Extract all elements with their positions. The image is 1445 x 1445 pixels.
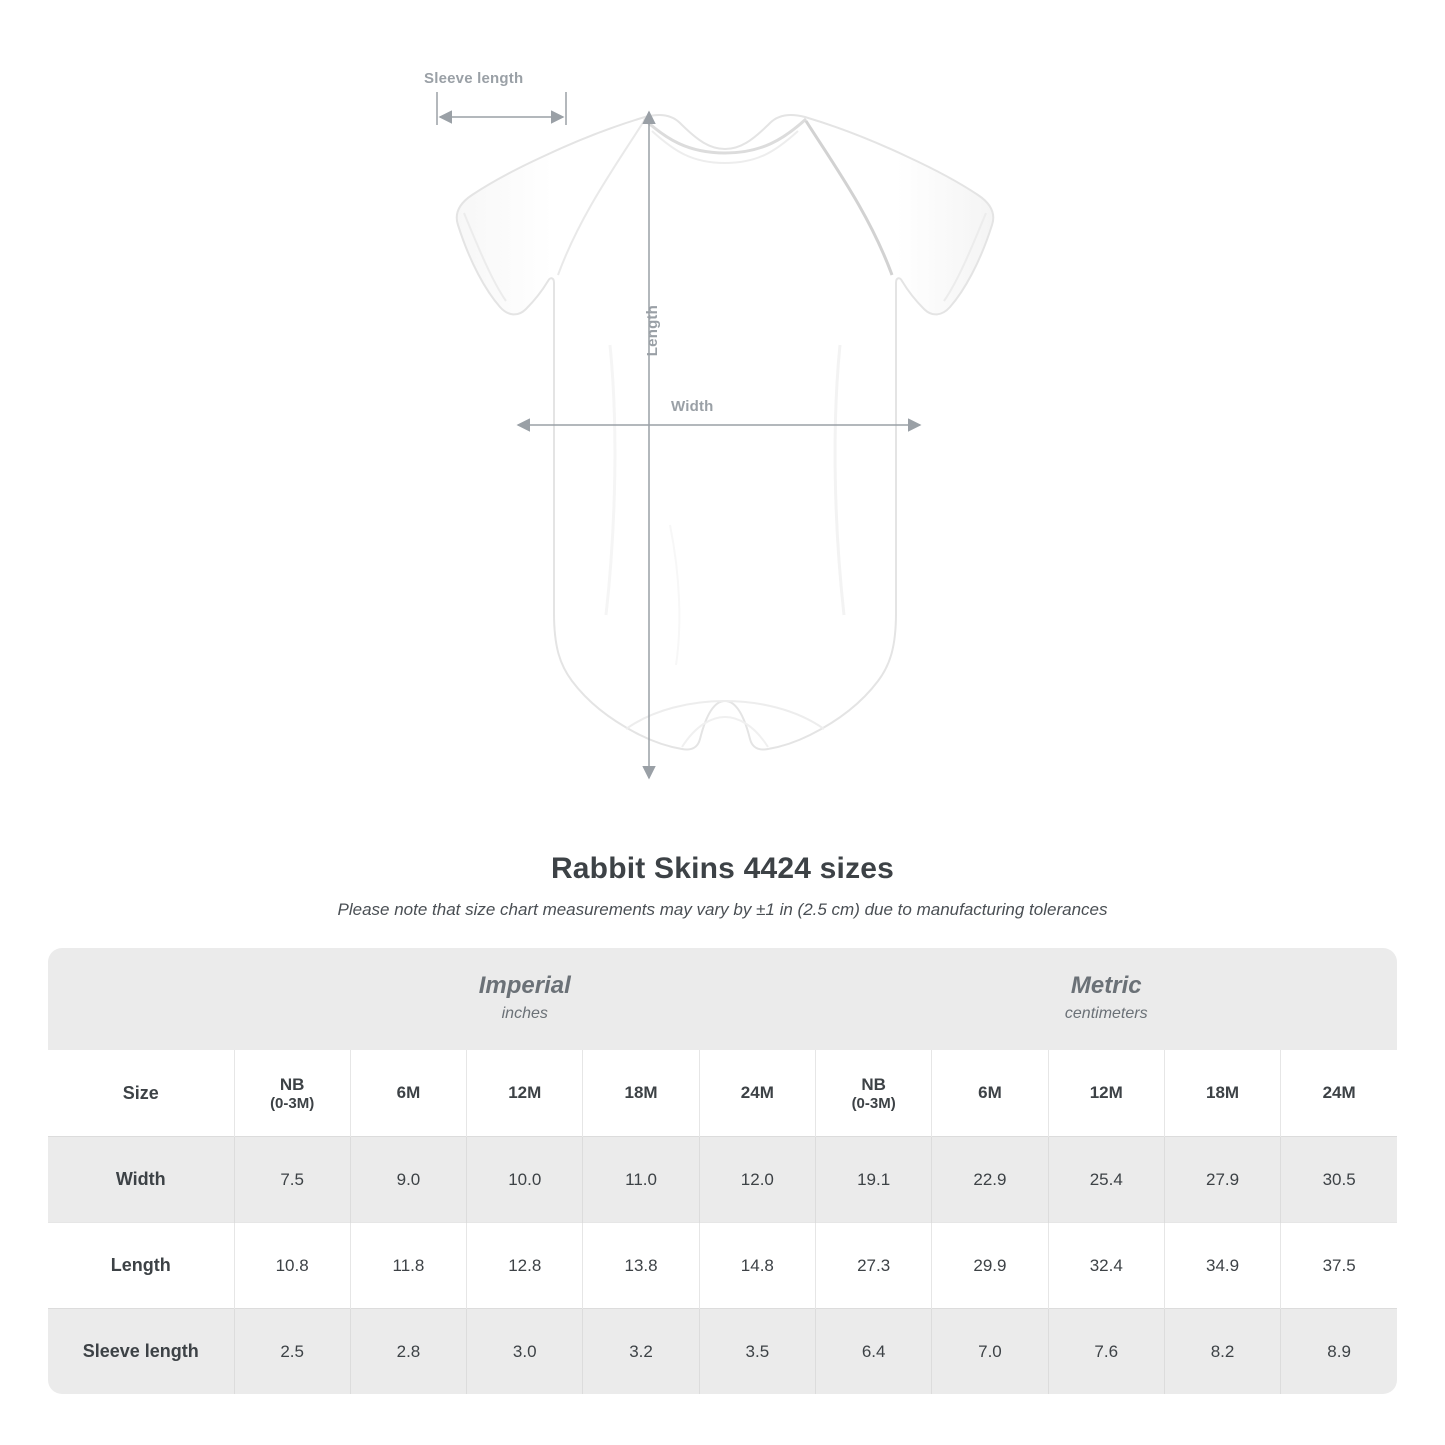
unit-header-corner — [48, 948, 234, 1050]
column-header-main: NB — [279, 1074, 305, 1094]
cell-length-metric-6m: 29.9 — [932, 1223, 1048, 1309]
cell-sleeve-metric-6m: 7.0 — [932, 1309, 1048, 1395]
cell-length-metric-nb: 27.3 — [816, 1223, 932, 1309]
cell-width-imperial-nb: 7.5 — [234, 1137, 350, 1223]
cell-width-imperial-6m: 9.0 — [350, 1137, 466, 1223]
cell-length-imperial-24m: 14.8 — [699, 1223, 815, 1309]
column-header-metric-6m: 6M — [932, 1050, 1048, 1137]
cell-sleeve-metric-nb: 6.4 — [816, 1309, 932, 1395]
cell-width-imperial-18m: 11.0 — [583, 1137, 699, 1223]
column-header-metric-18m: 18M — [1164, 1050, 1280, 1137]
column-header-imperial-nb — [234, 1050, 350, 1137]
column-header-imperial-12m: 12M — [467, 1050, 583, 1137]
column-header-metric-24m: 24M — [1281, 1050, 1397, 1137]
table-row — [48, 1309, 1397, 1395]
cell-width-imperial-24m: 12.0 — [699, 1137, 815, 1223]
cell-length-metric-18m: 34.9 — [1164, 1223, 1280, 1309]
unit-header-row — [48, 948, 1397, 1050]
column-header-imperial-6m: 6M — [350, 1050, 466, 1137]
cell-length-imperial-12m: 12.8 — [467, 1223, 583, 1309]
cell-length-metric-24m: 37.5 — [1281, 1223, 1397, 1309]
unit-group-imperial-label: Imperial — [478, 972, 571, 1000]
column-header-sub: (0-3M) — [270, 1094, 315, 1112]
column-header-main: NB — [861, 1074, 886, 1094]
width-annotation: Width — [671, 398, 714, 415]
column-header-metric-12m: 12M — [1048, 1050, 1164, 1137]
size-chart-table-wrapper — [48, 948, 1397, 1394]
unit-group-imperial — [234, 948, 816, 1050]
cell-sleeve-metric-24m: 8.9 — [1281, 1309, 1397, 1395]
cell-width-metric-24m: 30.5 — [1281, 1137, 1397, 1223]
cell-length-imperial-18m: 13.8 — [583, 1223, 699, 1309]
cell-width-metric-6m: 22.9 — [932, 1137, 1048, 1223]
size-header-row — [48, 1050, 1397, 1137]
cell-sleeve-imperial-18m: 3.2 — [583, 1309, 699, 1395]
unit-group-metric-sub: centimeters — [1064, 1005, 1148, 1023]
cell-width-imperial-12m: 10.0 — [467, 1137, 583, 1223]
row-label-width: Width — [48, 1137, 234, 1223]
row-label-sleeve-length: Sleeve length — [48, 1309, 234, 1395]
length-annotation: Length — [644, 305, 661, 357]
column-header-metric-nb — [816, 1050, 932, 1137]
cell-width-metric-nb: 19.1 — [816, 1137, 932, 1223]
cell-sleeve-metric-12m: 7.6 — [1048, 1309, 1164, 1395]
column-header-imperial-24m: 24M — [699, 1050, 815, 1137]
cell-width-metric-18m: 27.9 — [1164, 1137, 1280, 1223]
cell-length-imperial-6m: 11.8 — [350, 1223, 466, 1309]
unit-group-imperial-sub: inches — [501, 1005, 548, 1023]
tolerance-note: Please note that size chart measurements may vary by ±1 in (2.5 cm) due to manufacturing tolerances — [337, 900, 1108, 919]
cell-sleeve-metric-18m: 8.2 — [1164, 1309, 1280, 1395]
size-chart-table — [48, 948, 1397, 1394]
cell-sleeve-imperial-12m: 3.0 — [467, 1309, 583, 1395]
cell-length-imperial-nb: 10.8 — [234, 1223, 350, 1309]
column-header-imperial-18m: 18M — [583, 1050, 699, 1137]
unit-group-metric-label: Metric — [1070, 972, 1142, 1000]
header-size-label: Size — [48, 1050, 234, 1137]
table-row — [48, 1137, 1397, 1223]
title-block — [0, 852, 1445, 920]
cell-width-metric-12m: 25.4 — [1048, 1137, 1164, 1223]
table-row — [48, 1223, 1397, 1309]
unit-group-metric — [816, 948, 1398, 1050]
cell-length-metric-12m: 32.4 — [1048, 1223, 1164, 1309]
cell-sleeve-imperial-24m: 3.5 — [699, 1309, 815, 1395]
cell-sleeve-imperial-nb: 2.5 — [234, 1309, 350, 1395]
cell-sleeve-imperial-6m: 2.8 — [350, 1309, 466, 1395]
row-label-length: Length — [48, 1223, 234, 1309]
page-title: Rabbit Skins 4424 sizes — [550, 852, 895, 885]
column-header-sub: (0-3M) — [851, 1094, 896, 1112]
sleeve-length-annotation: Sleeve length — [424, 70, 524, 87]
